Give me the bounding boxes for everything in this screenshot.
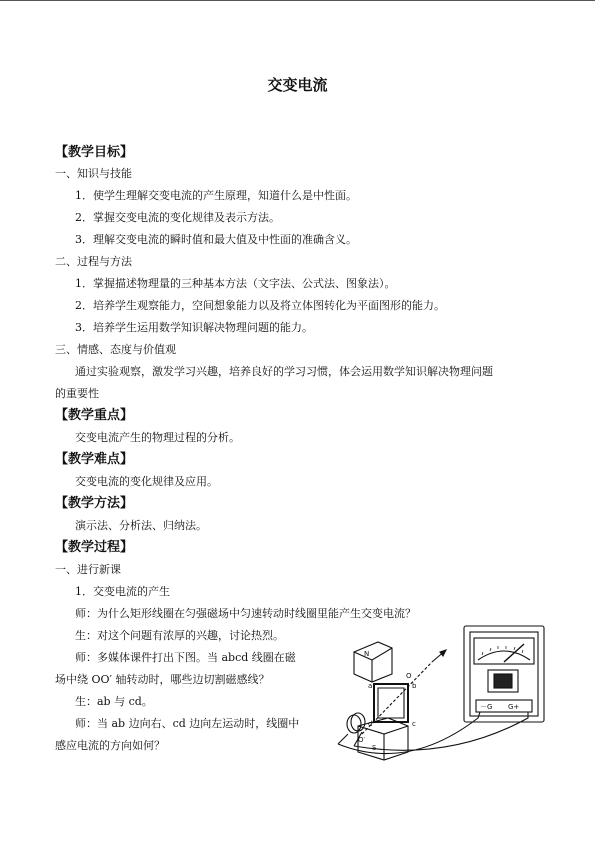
teacher-question-3-line-1: 师：当 ab 边向右、cd 边向左运动时，线圈中 — [75, 717, 300, 730]
meter-minus-terminal: －G — [480, 703, 493, 711]
teacher-question-2-line-1: 师：多媒体课件打出下图。当 abcd 线圈在磁 — [75, 651, 296, 664]
generator-diagram — [328, 622, 560, 762]
student-answer-1: 生：对这个问题有浓厚的兴趣，讨论热烈。 — [75, 629, 284, 642]
method-text: 演示法、分析法、归纳法。 — [75, 519, 207, 532]
teacher-question-2-line-2: 场中绕 OO′ 轴转动时，哪些边切割磁感线？ — [55, 673, 270, 686]
process-heading: 【教学过程】 — [55, 540, 134, 555]
values-title: 三、情感、态度与价值观 — [55, 343, 176, 356]
coil-abcd — [374, 684, 408, 722]
teacher-question-1: 师：为什么矩形线圈在匀强磁场中匀速转动时线圈里能产生交变电流？ — [75, 607, 416, 620]
process-method-item-2: 2．培养学生观察能力，空间想象能力以及将立体图转化为平面图形的能力。 — [75, 299, 445, 312]
label-n: N — [364, 650, 370, 658]
student-answer-2: 生：ab 与 cd。 — [75, 695, 153, 708]
process-method-title: 二、过程与方法 — [55, 255, 132, 268]
top-border — [0, 0, 595, 1]
process-method-item-1: 1．掌握描述物理量的三种基本方法（文字法、公式法、图象法）。 — [75, 277, 396, 290]
label-s: S — [372, 744, 377, 752]
values-text-line-2: 的重要性 — [55, 387, 99, 400]
galvanometer — [464, 626, 544, 722]
knowledge-item-2: 2．掌握交变电流的变化规律及表示方法。 — [75, 211, 280, 224]
focus-text: 交变电流产生的物理过程的分析。 — [75, 431, 240, 444]
difficulty-text: 交变电流的变化规律及应用。 — [75, 475, 218, 488]
process-method-item-3: 3．培养学生运用数学知识解决物理问题的能力。 — [75, 321, 313, 334]
magnet-north — [354, 642, 392, 682]
label-o: O — [406, 672, 412, 680]
knowledge-item-3: 3．理解交变电流的瞬时值和最大值及中性面的准确含义。 — [75, 233, 357, 246]
teacher-question-3-line-2: 感应电流的方向如何？ — [55, 739, 165, 752]
knowledge-title: 一、知识与技能 — [55, 167, 132, 180]
values-text-line-1: 通过实验观察，激发学习兴趣，培养良好的学习习惯，体会运用数学知识解决物理问题 — [75, 365, 493, 378]
page-title: 交变电流 — [267, 76, 328, 94]
label-o-prime: O′ — [358, 736, 366, 744]
method-heading: 【教学方法】 — [55, 496, 134, 511]
label-c: c — [412, 720, 416, 728]
knowledge-item-1: 1．使学生理解交变电流的产生原理，知道什么是中性面。 — [75, 189, 357, 202]
circuit-wires — [338, 712, 528, 754]
focus-heading: 【教学重点】 — [55, 408, 134, 423]
label-b: b — [412, 682, 417, 690]
label-a: a — [368, 682, 373, 690]
needle — [504, 644, 524, 662]
difficulty-heading: 【教学难点】 — [55, 452, 134, 467]
process-step-1-1: 1．交变电流的产生 — [75, 585, 170, 598]
goals-heading: 【教学目标】 — [55, 145, 134, 160]
label-d: d — [368, 720, 373, 728]
meter-plus-terminal: G+ — [508, 703, 520, 711]
process-step-1: 一、进行新课 — [55, 563, 121, 576]
